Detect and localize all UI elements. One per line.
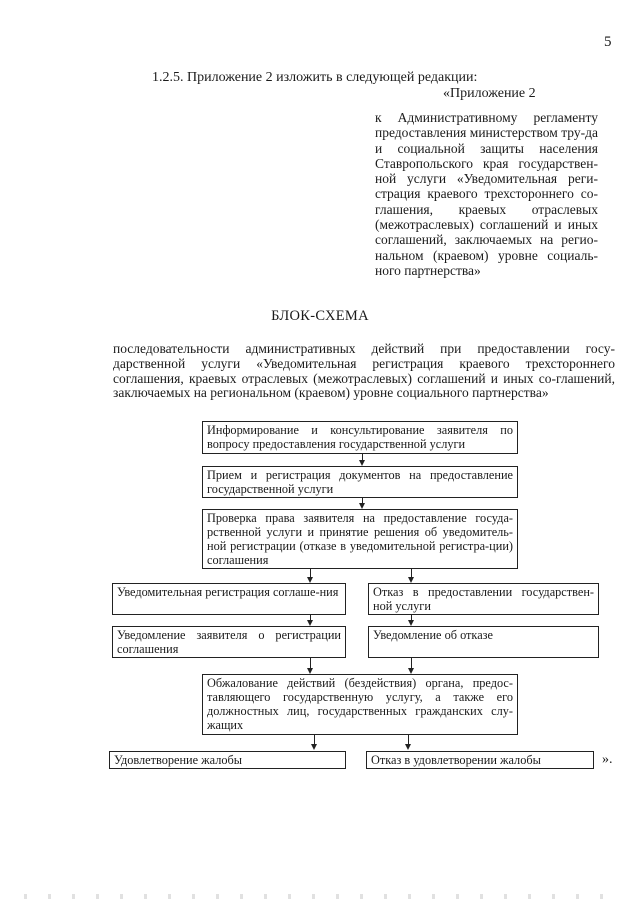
appendix-reference-text: к Административному регламенту предоставления министерством тру-да и социальной защиты населения Ставропольского края государствен-ной услуги «Уведомительная реги-страция краевого трехстороннего со-глашения, краевых отраслевых (межотраслевых) соглашений и иных соглашений, заключаемых на регио-нальном (краевом) уровне социаль-ного партнерства» bbox=[375, 110, 598, 278]
arrow-down-icon bbox=[405, 744, 411, 750]
appendix-title: «Приложение 2 bbox=[443, 86, 536, 101]
amendment-intro: 1.2.5. Приложение 2 изложить в следующей редакции: bbox=[152, 70, 478, 85]
page-number: 5 bbox=[604, 34, 612, 50]
flowchart-description: последовательности административных действий при предоставлении госу-дарственной услуги «Уведомительная регистрация краевого трехстороннего соглашения, краевых отраслевых (межотраслевых) соглашений и иных со-глашений, заключаемых на региональном (краевом) уровне социального партнерства» bbox=[113, 341, 615, 401]
connector-line bbox=[411, 658, 412, 668]
outcome-refused-box: Отказ в удовлетворении жалобы bbox=[366, 751, 594, 769]
notice-refusal-box: Уведомление об отказе bbox=[368, 626, 599, 658]
connector-line bbox=[411, 569, 412, 577]
decision-registration-box: Уведомительная регистрация соглаше-ния bbox=[112, 583, 346, 615]
connector-line bbox=[408, 735, 409, 744]
decision-refusal-box: Отказ в предоставлении государствен-ной услуги bbox=[368, 583, 599, 615]
outcome-satisfied-box: Удовлетворение жалобы bbox=[109, 751, 346, 769]
connector-line bbox=[310, 658, 311, 668]
connector-line bbox=[310, 569, 311, 577]
arrow-down-icon bbox=[311, 744, 317, 750]
step-informing-box: Информирование и консультирование заявителя по вопросу предоставления государственной услуги bbox=[202, 421, 518, 454]
flowchart-heading: БЛОК-СХЕМА bbox=[271, 308, 369, 324]
connector-line bbox=[314, 735, 315, 744]
step-verification-box: Проверка права заявителя на предоставление госуда-рственной услуги и принятие решения об уведомитель-ной регистрации (отказе в уведомительной регистра-ции) соглашения bbox=[202, 509, 518, 569]
closing-quote: ». bbox=[602, 752, 613, 767]
notice-registration-box: Уведомление заявителя о регистрации соглашения bbox=[112, 626, 346, 658]
scan-artifact-footer bbox=[24, 894, 624, 899]
step-registration-box: Прием и регистрация документов на предоставление государственной услуги bbox=[202, 466, 518, 498]
appeal-box: Обжалование действий (бездействия) органа, предос-тавляющего государственную услугу, а также его должностных лиц, государственных гражданских слу-жащих bbox=[202, 674, 518, 735]
